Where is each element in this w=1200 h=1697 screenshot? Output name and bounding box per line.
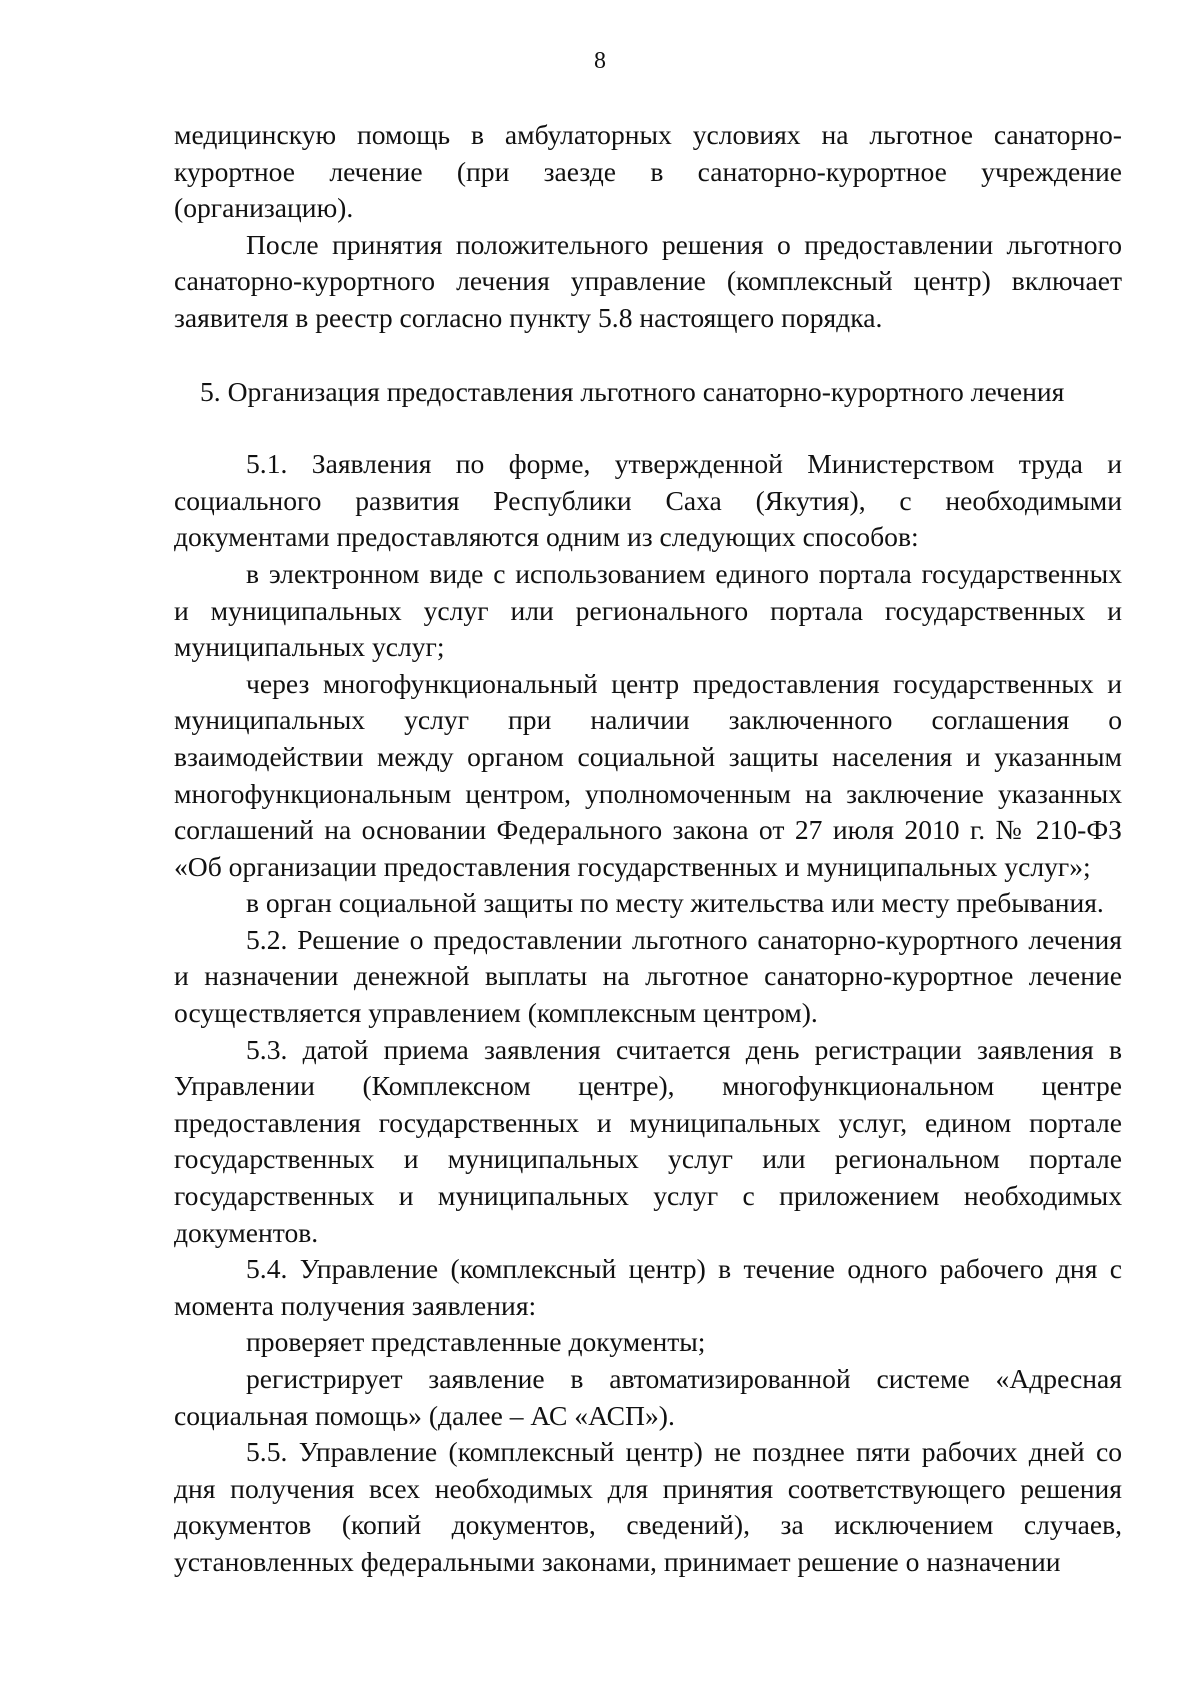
- paragraph-checks-documents: проверяет представленные документы;: [246, 1326, 706, 1358]
- section-heading: 5. Организация предоставления льготного санаторно-курортного лечения: [200, 375, 1065, 407]
- paragraph-social-protection-method: в орган социальной защиты по месту жительства или месту пребывания.: [246, 887, 1104, 919]
- paragraph-5-1: 5.1. Заявления по форме, утвержденной Министерством труда и социального развития Республики Саха (Якутия), с необходимыми документами предоставляются одним из следующих способов:: [174, 448, 1122, 553]
- paragraph-continuation: медицинскую помощь в амбулаторных условиях на льготное санаторно-курортное лечение (при заезде в санаторно-курортное учреждение (организацию).: [174, 119, 1122, 224]
- paragraph-5-2: 5.2. Решение о предоставлении льготного санаторно-курортного лечения и назначении денежной выплаты на льготное санаторно-курортное лечение осуществляется управлением (комплексным центром).: [174, 923, 1122, 1029]
- paragraph-registers-application: регистрирует заявление в автоматизированной системе «Адресная социальная помощь» (далее – АС «АСП»).: [174, 1363, 1122, 1431]
- paragraph-mfc-method: через многофункциональный центр предоставления государственных и муниципальных услуг при наличии заключенного соглашения о взаимодействии между органом социальной защиты населения и указанным многофункциональным центром, уполномоченным на заключение указанных соглашений на основании Федерального закона от 27 июля 2010 г. № 210-ФЗ «Об организации предоставления государственных и муниципальных услуг»;: [174, 667, 1122, 882]
- paragraph-5-4: 5.4. Управление (комплексный центр) в течение одного рабочего дня с момента получения заявления:: [174, 1253, 1122, 1321]
- document-body: [174, 117, 1122, 1581]
- paragraph-registry: После принятия положительного решения о предоставлении льготного санаторно-курортного лечения управление (комплексный центр) включает заявителя в реестр согласно пункту 5.8 настоящего порядка.: [174, 228, 1122, 333]
- page-number: 8: [594, 48, 606, 74]
- paragraph-5-5: 5.5. Управление (комплексный центр) не позднее пяти рабочих дней со дня получения всех необходимых для принятия соответствующего решения документов (копий документов, сведений), за исключением случаев, установленных федеральными законами, принимает решение о назначении: [174, 1436, 1122, 1577]
- paragraph-electronic-method: в электронном виде с использованием единого портала государственных и муниципальных услуг или регионального портала государственных и муниципальных услуг;: [174, 557, 1122, 663]
- paragraph-5-3: 5.3. датой приема заявления считается день регистрации заявления в Управлении (Комплексном центре), многофункциональном центре предоставления государственных и муниципальных услуг, едином портале государственных и муниципальных услуг или региональном портале государственных и муниципальных услуг с приложением необходимых документов.: [174, 1033, 1122, 1248]
